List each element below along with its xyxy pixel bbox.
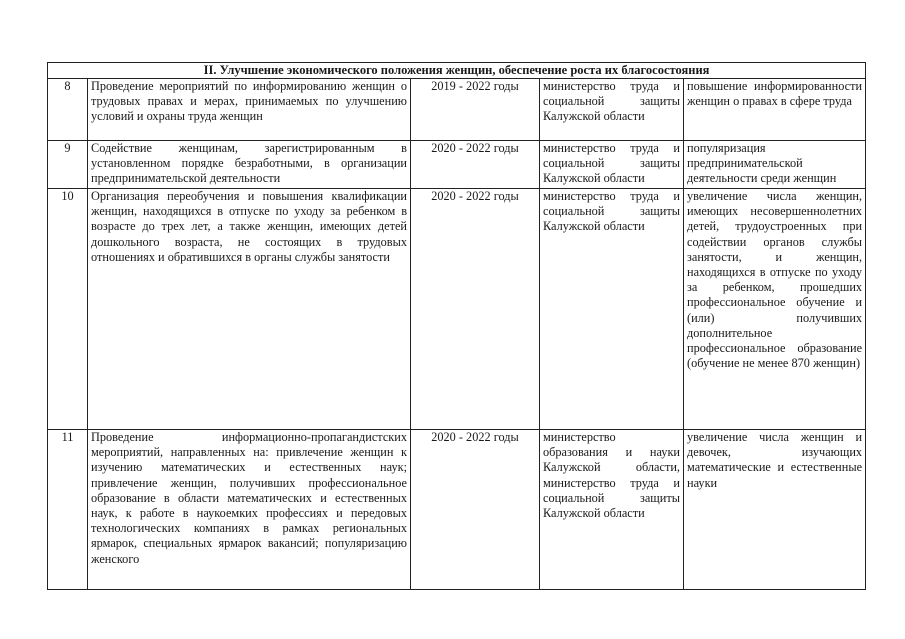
table-row [48, 189, 866, 430]
period: 2020 - 2022 годы [411, 189, 540, 430]
period: 2020 - 2022 годы [411, 430, 540, 590]
measure-description: Содействие женщинам, зарегистрированным в установленном порядке безработными, в организации предпринимательской деятельности [88, 141, 411, 189]
table-row [48, 79, 866, 141]
table-row [48, 430, 866, 590]
period: 2020 - 2022 годы [411, 141, 540, 189]
measure-description: Проведение мероприятий по информированию женщин о трудовых правах и мерах, принимаемых по улучшению условий и охраны труда женщин [88, 79, 411, 141]
responsible-org: министерство труда и социальной защиты Калужской области [540, 141, 684, 189]
expected-result: повышение информированности женщин о правах в сфере труда [684, 79, 866, 141]
measure-description: Организация переобучения и повышения квалификации женщин, находящихся в отпуске по уходу за ребенком в возрасте до трех лет, а также женщин, имеющих детей дошкольного возраста, не состоящих в трудовых отношениях и обратившихся в органы службы занятости [88, 189, 411, 430]
section-header-row [48, 63, 866, 79]
section-title: II. Улучшение экономического положения женщин, обеспечение роста их благосостояния [48, 63, 866, 79]
row-number: 11 [48, 430, 88, 590]
action-plan-table [47, 62, 866, 590]
row-number: 10 [48, 189, 88, 430]
row-number: 9 [48, 141, 88, 189]
responsible-org: министерство труда и социальной защиты Калужской области [540, 79, 684, 141]
measure-description: Проведение информационно-пропагандистских мероприятий, направленных на: привлечение женщин к изучению математических и естественных наук; привлечение женщин, получивших профессиональное образование в области математических и естественных наук, к работе в наукоемких профессиях и передовых технологических компаниях в рамках региональных ярмарок, специальных ярмарок вакансий; популяризацию женского [88, 430, 411, 590]
responsible-org: министерство образования и науки Калужской области, министерство труда и социальной защиты Калужской области [540, 430, 684, 590]
expected-result: увеличение числа женщин, имеющих несовершеннолетних детей, трудоустроенных при содействии органов службы занятости, и женщин, находящихся в отпуске по уходу за ребенком, прошедших профессиональное обучение и (или) получивших дополнительное профессиональное образование (обучение не менее 870 женщин) [684, 189, 866, 430]
row-number: 8 [48, 79, 88, 141]
expected-result: увеличение числа женщин и девочек, изучающих математические и естественные науки [684, 430, 866, 590]
expected-result: популяризация предпринимательской деятельности среди женщин [684, 141, 866, 189]
table-row [48, 141, 866, 189]
responsible-org: министерство труда и социальной защиты Калужской области [540, 189, 684, 430]
period: 2019 - 2022 годы [411, 79, 540, 141]
